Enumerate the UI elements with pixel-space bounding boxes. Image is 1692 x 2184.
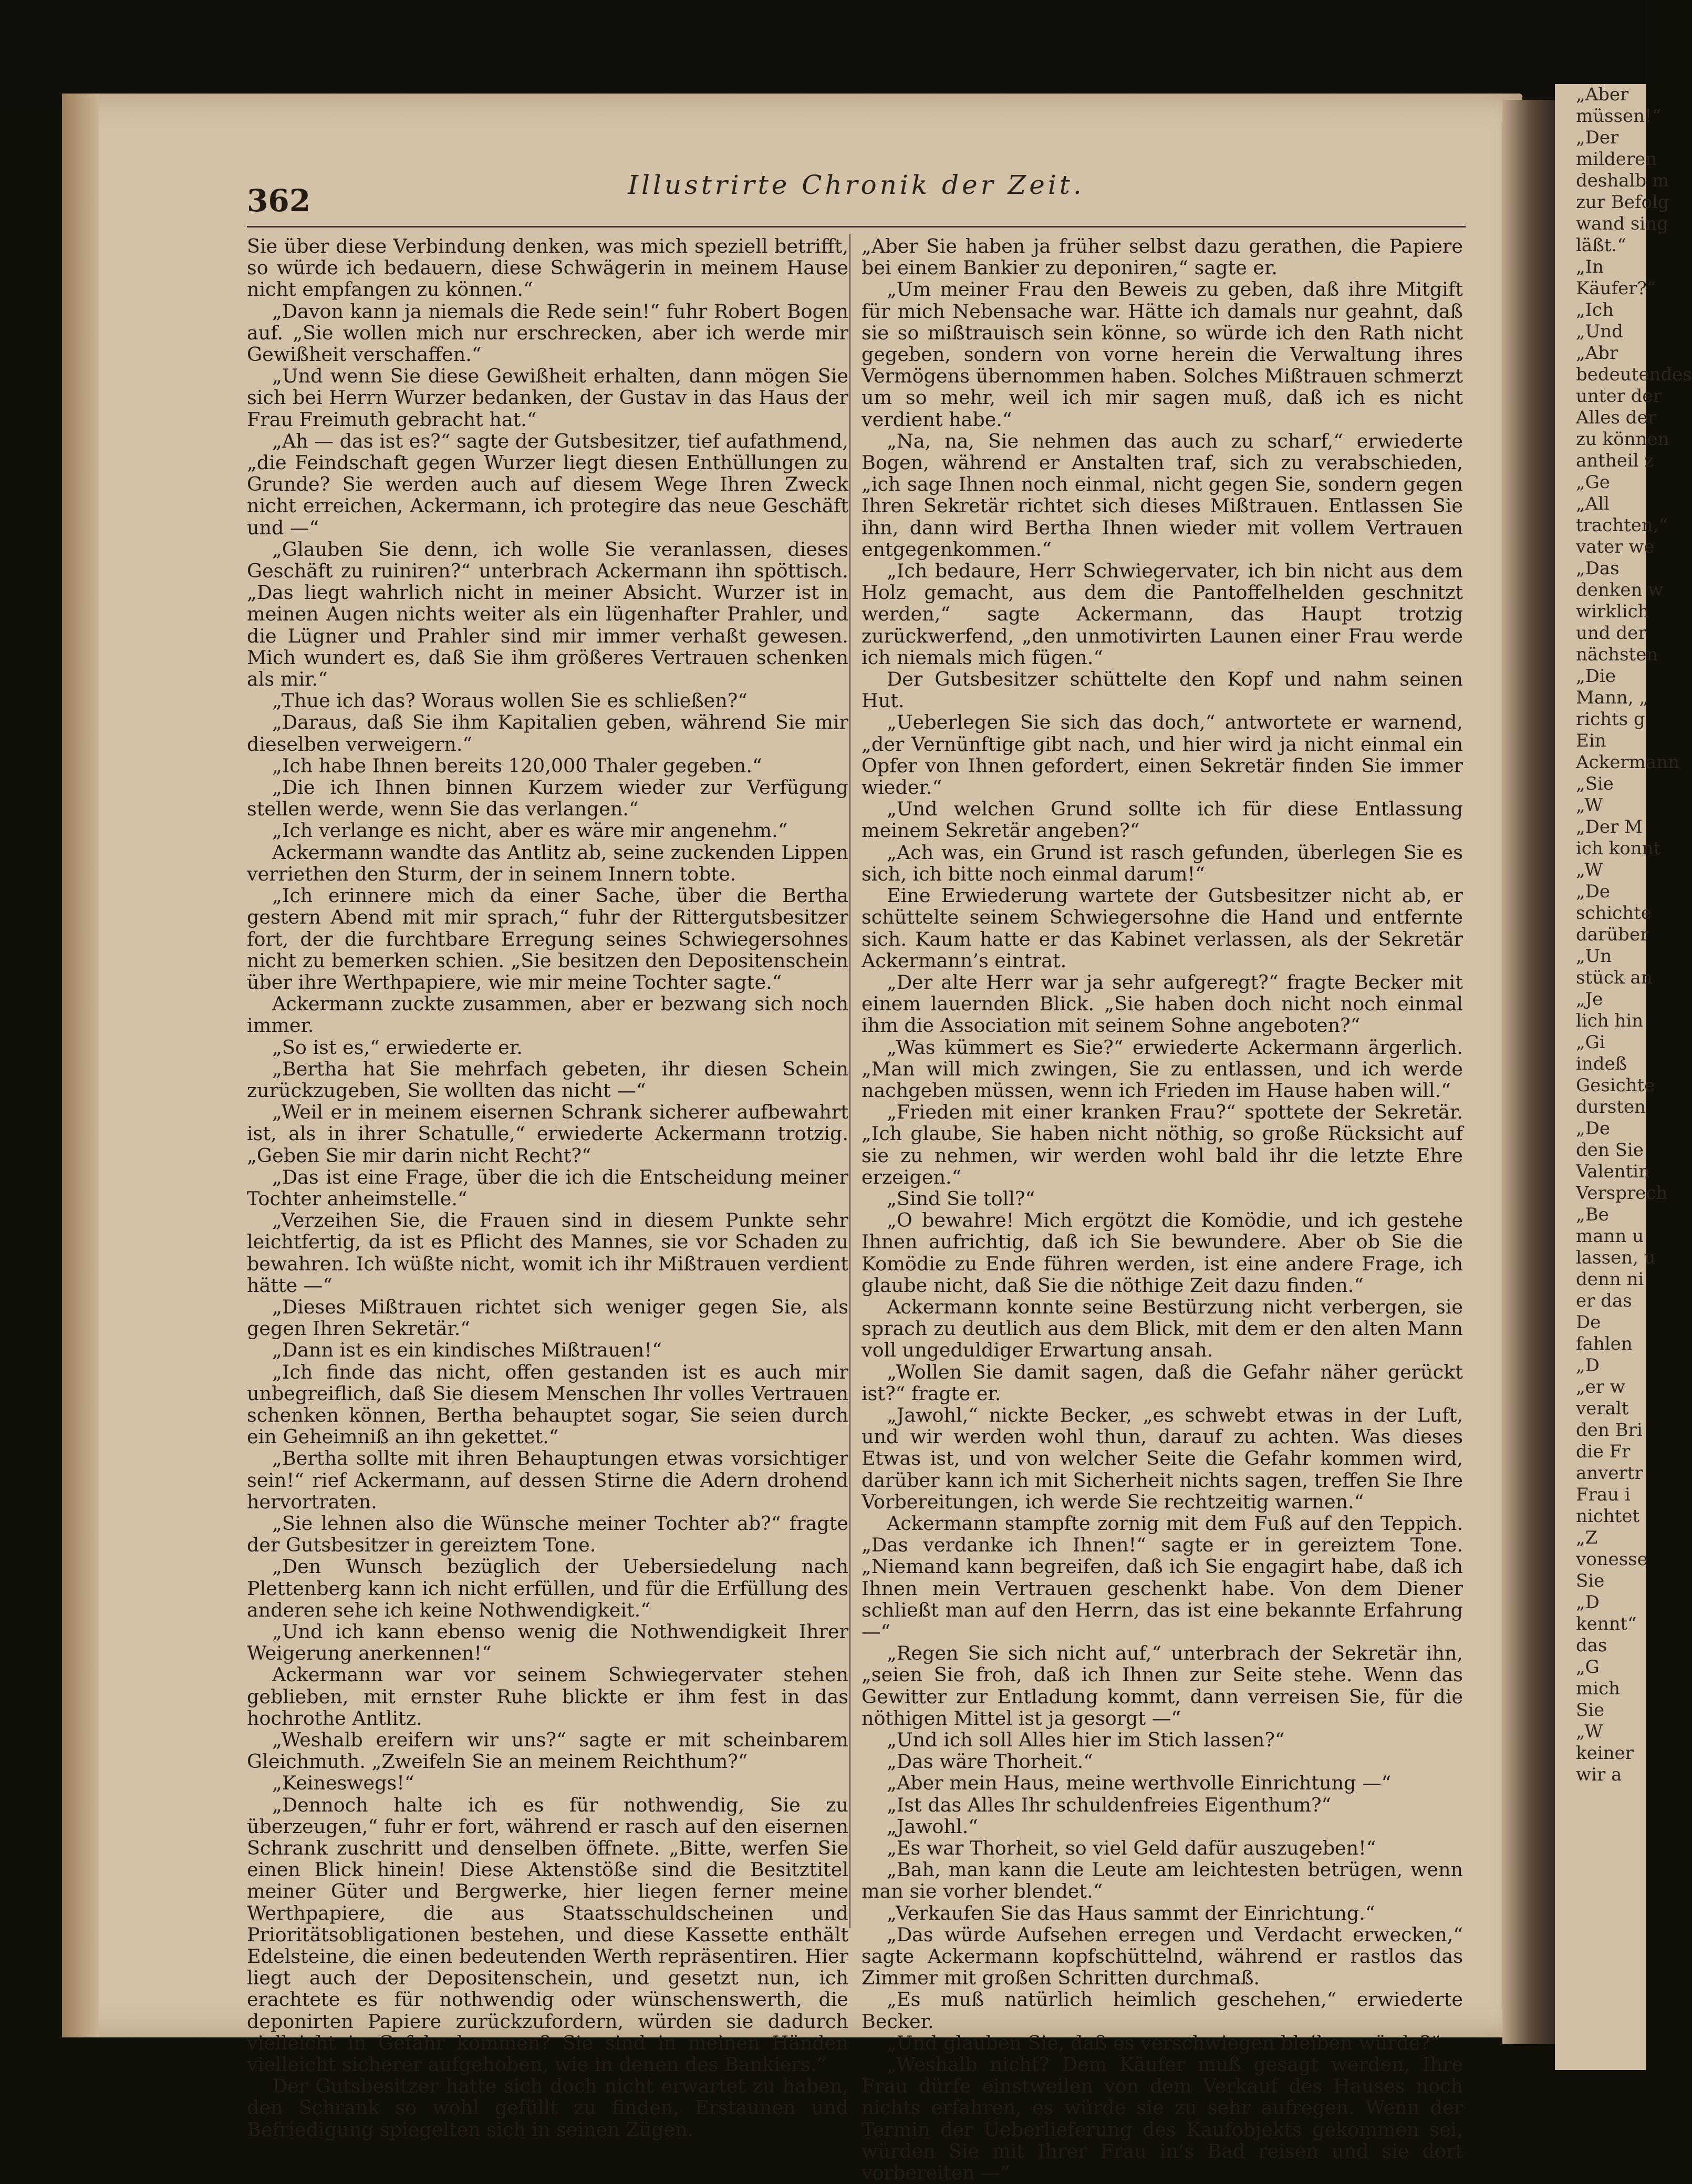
facing-page-line: „Je — [1576, 989, 1603, 1010]
page-edge-shadow — [62, 94, 99, 2037]
paragraph: „Es war Thorheit, so viel Geld dafür auszugeben!“ — [887, 1837, 1376, 1860]
facing-page-line: „D — [1576, 1592, 1600, 1613]
paragraph: Ackermann stampfte zornig mit dem Fuß auf den Teppich. „Das verdanke ich Ihnen!“ sagte er in gereiztem Tone. „Niemand kann begreifen, daß ich Sie engagirt habe, daß ich Ihnen mein Vertrauen geschenkt habe. Von dem Diener schließt man auf den Herrn, das ist eine bekannte Erfahrung —“ — [861, 1512, 1463, 1643]
facing-page-line: Alles der — [1576, 407, 1656, 428]
facing-page-line: Mann, „ — [1576, 687, 1649, 708]
facing-page-line: „Der M — [1576, 816, 1643, 837]
facing-page-line: „Das — [1576, 558, 1620, 579]
paragraph: „Dann ist es ein kindisches Mißtrauen!“ — [272, 1339, 662, 1362]
facing-page-line: wir a — [1576, 1764, 1622, 1785]
facing-page-line: nichtet — [1576, 1506, 1640, 1527]
facing-page-line: darüber — [1576, 924, 1649, 945]
paragraph: „Ich finde das nicht, offen gestanden ist es auch mir unbegreiflich, daß Sie diesem Menschen Ihr volles Vertrauen schenken können, Bertha behauptet sogar, Sie seien durch ein Geheimniß an ihn gekettet.“ — [247, 1360, 848, 1448]
facing-page-line: fahlen — [1576, 1333, 1633, 1354]
paragraph: „Frieden mit einer kranken Frau?“ spottete der Sekretär. „Ich glaube, Sie haben nicht nöthig, so große Rücksicht auf sie zu nehmen, wir werden wohl bald ihr die letzte Ehre erzeigen.“ — [861, 1101, 1463, 1188]
facing-page-line: „Be — [1576, 1204, 1609, 1225]
paragraph: „Um meiner Frau den Beweis zu geben, daß ihre Mitgift für mich Nebensache war. Hätte ich damals nur geahnt, daß sie so mißtrauisch sein könne, so würde ich den Rath nicht gegeben, sondern von vorne herein die Verwaltung ihres Vermögens übernommen haben. Solches Mißtrauen schmerzt um so mehr, weil ich mir sagen muß, daß ich es nicht verdient habe.“ — [861, 278, 1463, 431]
facing-page-line: „Sie — [1576, 773, 1614, 794]
facing-page-line: er das — [1576, 1290, 1632, 1311]
facing-page-line: „Und — [1576, 321, 1623, 342]
facing-page-line: „All — [1576, 493, 1610, 514]
facing-page-line: vater we — [1576, 536, 1655, 557]
facing-page-line: bedeutendes — [1576, 364, 1692, 385]
facing-page-line: „Die — [1576, 666, 1616, 687]
paragraph: „Verzeihen Sie, die Frauen sind in diesem Punkte sehr leichtfertig, da ist es Pflicht des Mannes, sie vor Schaden zu bewahren. Ich wüßte nicht, womit ich ihr Mißtrauen verdient hätte —“ — [247, 1209, 848, 1297]
paragraph: „Und ich kann ebenso wenig die Nothwendigkeit Ihrer Weigerung anerkennen!“ — [247, 1620, 848, 1665]
paragraph: „Regen Sie sich nicht auf,“ unterbrach der Sekretär ihn, „seien Sie froh, daß ich Ihnen zur Seite stehe. Wenn das Gewitter zur Entladung kommt, dann verreisen Sie, für die nöthigen Mittel ist ja gesorgt —“ — [861, 1642, 1463, 1730]
paragraph: Ackermann war vor seinem Schwiegervater stehen geblieben, mit ernster Ruhe blickte er ihm fest in das hochrothe Antlitz. — [247, 1663, 848, 1730]
facing-page-line: De — [1576, 1312, 1601, 1333]
paragraph: „Und welchen Grund sollte ich für diese Entlassung meinem Sekretär angeben?“ — [861, 798, 1463, 842]
facing-page-line: „W — [1576, 1721, 1603, 1742]
facing-page-line: Versprech — [1576, 1183, 1668, 1204]
paragraph: Ackermann wandte das Antlitz ab, seine zuckenden Lippen verriethen den Sturm, der in seinem Innern tobte. — [247, 841, 848, 885]
facing-page-line: „Abr — [1576, 343, 1618, 364]
facing-page-line: unter der — [1576, 386, 1662, 407]
facing-page-line: wand sing — [1576, 213, 1668, 234]
facing-page-line: „Ge — [1576, 472, 1610, 493]
facing-page-line: richts g — [1576, 709, 1645, 730]
paragraph: „Das würde Aufsehen erregen und Verdacht erwecken,“ sagte Ackermann kopfschüttelnd, während er rastlos das Zimmer mit großen Schritten durchmaß. — [861, 1923, 1463, 1990]
facing-page-line: nächsten — [1576, 644, 1658, 665]
paragraph: Eine Erwiederung wartete der Gutsbesitzer nicht ab, er schüttelte seinem Schwiegersohne die Hand und entfernte sich. Kaum hatte er das Kabinet verlassen, als der Sekretär Ackermann’s eintrat. — [861, 884, 1463, 972]
facing-page-line: müssen!“ — [1576, 106, 1662, 127]
facing-page-line: deshalb m — [1576, 170, 1669, 191]
paragraph: „Jawohl,“ nickte Becker, „es schwebt etwas in der Luft, und wir werden wohl thun, darauf zu achten. Was dieses Etwas ist, und von welcher Seite die Gefahr kommen wird, darüber kann ich mit Sicherheit nichts sagen, treffen Sie Ihre Vorbereitungen, ich werde Sie rechtzeitig warnen.“ — [861, 1403, 1463, 1513]
facing-page-line: „In — [1576, 256, 1604, 277]
paragraph: „Thue ich das? Woraus wollen Sie es schließen?“ — [272, 689, 748, 712]
paragraph: Der Gutsbesitzer schüttelte den Kopf und nahm seinen Hut. — [861, 668, 1463, 712]
facing-page-line: dursten — [1576, 1096, 1646, 1117]
facing-page-line: veralt — [1576, 1398, 1629, 1419]
header-rule — [247, 226, 1466, 227]
facing-page-line: kennt“ — [1576, 1613, 1637, 1634]
paragraph: „Weshalb nicht? Dem Käufer muß gesagt werden, Ihre Frau dürfe einstweilen von dem Verkauf des Hauses noch nichts erfahren, es würde sie zu sehr aufregen. Wenn der Termin der Ueberlieferung des Kaufobjekts gekommen sei, würden Sie mit Ihrer Frau in’s Bad reisen und sie dort vorbereiten —“ — [861, 2053, 1463, 2184]
facing-page-line: lassen, u — [1576, 1247, 1656, 1268]
facing-page-line: Frau i — [1576, 1484, 1631, 1505]
paragraph: „Ist das Alles Ihr schuldenfreies Eigenthum?“ — [887, 1793, 1332, 1816]
paragraph: „Verkaufen Sie das Haus sammt der Einrichtung.“ — [887, 1901, 1375, 1924]
paragraph: „Die ich Ihnen binnen Kurzem wieder zur Verfügung stellen werde, wenn Sie das verlangen.“ — [247, 776, 848, 821]
paragraph: „Und wenn Sie diese Gewißheit erhalten, dann mögen Sie sich bei Herrn Wurzer bedanken, der Gustav in das Haus der Frau Freimuth gebracht hat.“ — [247, 365, 848, 431]
facing-page-line: lich hin — [1576, 1010, 1644, 1031]
book-gutter — [1502, 100, 1560, 2044]
facing-page-line: „D — [1576, 1355, 1600, 1376]
facing-page-line: den Bri — [1576, 1420, 1643, 1441]
paragraph: „Ueberlegen Sie sich das doch,“ antwortete er warnend, „der Vernünftige gibt nach, und hier wird ja nicht einmal ein Opfer von Ihnen gefordert, einen Sekretär finden Sie immer wieder.“ — [861, 711, 1463, 799]
paragraph: „Wollen Sie damit sagen, daß die Gefahr näher gerückt ist?“ fragte er. — [861, 1360, 1463, 1405]
text-column-right — [861, 235, 1463, 2184]
facing-page-line: Valentin — [1576, 1161, 1651, 1182]
paragraph: „Aber Sie haben ja früher selbst dazu gerathen, die Papiere bei einem Bankier zu deponiren,“ sagte er. — [861, 235, 1463, 280]
paragraph: „Das wäre Thorheit.“ — [887, 1750, 1093, 1773]
facing-page-line: „G — [1576, 1657, 1600, 1678]
facing-page-line: die Fr — [1576, 1441, 1631, 1462]
column-divider — [849, 234, 850, 1928]
paragraph: „Ich erinnere mich da einer Sache, über die Bertha gestern Abend mit mir sprach,“ fuhr der Rittergutsbesitzer fort, der die furchtbare Erregung seines Schwiegersohnes nicht zu bemerken schien. „Sie besitzen den Depositenschein über ihre Werthpapiere, wie mir meine Tochter sagte.“ — [247, 884, 848, 993]
paragraph: Ackermann zuckte zusammen, aber er bezwang sich noch immer. — [247, 992, 848, 1037]
facing-page-line: Sie — [1576, 1570, 1605, 1591]
facing-page-line: „Aber — [1576, 84, 1629, 105]
facing-page-line: vonesse — [1576, 1549, 1648, 1570]
paragraph: „Aber mein Haus, meine werthvolle Einrichtung —“ — [887, 1772, 1392, 1795]
facing-page-line: läßt.“ — [1576, 235, 1626, 256]
facing-page-line: Ein — [1576, 730, 1606, 751]
paragraph: Sie über diese Verbindung denken, was mich speziell betrifft, so würde ich bedauern, diese Schwägerin in meinem Hause nicht empfangen zu können.“ — [247, 235, 848, 301]
paragraph: „Weil er in meinem eisernen Schrank sicherer aufbewahrt ist, als in ihrer Schatulle,“ erwiederte Ackermann trotzig. „Geben Sie mir darin nicht Recht?“ — [247, 1101, 848, 1167]
paragraph: „Dennoch halte ich es für nothwendig, Sie zu überzeugen,“ fuhr er fort, während er rasch auf den eisernen Schrank zuschritt und denselben öffnete. „Bitte, werfen Sie einen Blick hinein! Diese Aktenstöße sind die Besitztitel meiner Güter und Bergwerke, hier liegen ferner meine Werthpapiere, die aus Staatsschuldscheinen und Prioritätsobligationen bestehen, und diese Kassette enthält Edelsteine, die einen bedeutenden Werth repräsentiren. Hier liegt auch der Depositenschein, und gesetzt nun, ich erachtete es für nothwendig oder wünschenswerth, die deponirten Papiere zurückzufordern, würden sie dadurch vielleicht in Gefahr kommen? Sie sind in meinen Händen vielleicht sicherer aufgehoben, wie in denen des Bankiers.“ — [247, 1793, 848, 2076]
paragraph: Ackermann konnte seine Bestürzung nicht verbergen, sie sprach zu deutlich aus dem Blick, mit dem er den alten Mann voll ungeduldiger Erwartung ansah. — [861, 1295, 1463, 1362]
facing-page-line: schichte — [1576, 903, 1652, 924]
facing-page-line: „Ich — [1576, 299, 1614, 320]
facing-page-line: indeß — [1576, 1053, 1627, 1074]
facing-page-line: zur Befolg — [1576, 192, 1669, 213]
paragraph: „Davon kann ja niemals die Rede sein!“ fuhr Robert Bogen auf. „Sie wollen mich nur erschrecken, aber ich werde mir Gewißheit verschaffen.“ — [247, 299, 848, 366]
facing-page-line: „Gi — [1576, 1032, 1605, 1053]
paragraph: Der Gutsbesitzer hatte sich doch nicht erwartet zu haben, den Schrank so wohl gefüllt zu finden, Erstaunen und Befriedigung spiegelten sich in seinen Zügen. — [247, 2075, 848, 2141]
paragraph: „Der alte Herr war ja sehr aufgeregt?“ fragte Becker mit einem lauernden Blick. „Sie haben doch nicht noch einmal ihm die Association mit seinem Sohne angeboten?“ — [861, 970, 1463, 1037]
paragraph: „Ich bedaure, Herr Schwiegervater, ich bin nicht aus dem Holz gemacht, aus dem die Pantoffelhelden geschnitzt werden,“ sagte Ackermann, das Haupt trotzig zurückwerfend, „den unmotivirten Launen einer Frau werde ich niemals mich fügen.“ — [861, 560, 1463, 669]
paragraph: „Jawohl.“ — [887, 1815, 978, 1838]
page-number: 362 — [247, 183, 311, 219]
facing-page-line: ich konnt — [1576, 838, 1661, 859]
facing-page-line: wirklich — [1576, 601, 1649, 622]
facing-page-line: „De — [1576, 1118, 1610, 1139]
paragraph: „Was kümmert es Sie?“ erwiederte Ackermann ärgerlich. „Man will mich zwingen, Sie zu entlassen, und ich werde nachgeben müssen, wenn ich Frieden im Hause haben will.“ — [861, 1036, 1463, 1102]
facing-page-line: den Sie — [1576, 1140, 1644, 1161]
paragraph: „Ich verlange es nicht, aber es wäre mir angenehm.“ — [272, 819, 788, 842]
facing-page-line: stück an — [1576, 967, 1653, 988]
facing-page-line: antheil z — [1576, 450, 1654, 471]
facing-page-line: „W — [1576, 795, 1603, 816]
paragraph: „Den Wunsch bezüglich der Uebersiedelung nach Plettenberg kann ich nicht erfüllen, und für die Erfüllung des anderen sehe ich keine Nothwendigkeit.“ — [247, 1555, 848, 1621]
facing-page-line: trachten,“ — [1576, 515, 1668, 536]
facing-page-line: mann u — [1576, 1226, 1644, 1247]
facing-page-line: anvertr — [1576, 1463, 1643, 1484]
paragraph: „Glauben Sie denn, ich wolle Sie veranlassen, dieses Geschäft zu ruiniren?“ unterbrach Ackermann ihn spöttisch. „Das liegt wahrlich nicht in meiner Absicht. Wurzer ist in meinen Augen nichts weiter als ein lügenhafter Prahler, und die Lügner und Prahler sind mir immer verhaßt gewesen. Mich wundert es, daß Sie ihm größeres Vertrauen schenken als mir.“ — [247, 537, 848, 691]
facing-page-line: denken w — [1576, 579, 1664, 601]
text-column-left — [247, 235, 848, 2141]
paragraph: „Bertha sollte mit ihren Behauptungen etwas vorsichtiger sein!“ rief Ackermann, auf dessen Stirne die Adern drohend hervortraten. — [247, 1447, 848, 1513]
facing-page-line: Gesichte — [1576, 1075, 1655, 1096]
facing-page-fragment — [1555, 84, 1692, 2070]
facing-page-line: zu können — [1576, 429, 1669, 450]
facing-page-line: „er w — [1576, 1376, 1625, 1398]
facing-page-line: „W — [1576, 860, 1603, 881]
paragraph: „Bertha hat Sie mehrfach gebeten, ihr diesen Schein zurückzugeben, Sie wollten das nicht —“ — [247, 1057, 848, 1102]
paragraph: „O bewahre! Mich ergötzt die Komödie, und ich gestehe Ihnen aufrichtig, daß ich Sie bewundere. Aber ob Sie die Komödie zu Ende führen werden, ist eine andere Frage, ich glaube nicht, daß Sie die nöthige Zeit dazu finden.“ — [861, 1209, 1463, 1297]
facing-page-line: denn ni — [1576, 1269, 1644, 1290]
paragraph: „Und ich soll Alles hier im Stich lassen?“ — [887, 1728, 1285, 1752]
facing-page-line: „Un — [1576, 946, 1612, 967]
paragraph: „Ah — das ist es?“ sagte der Gutsbesitzer, tief aufathmend, „die Feindschaft gegen Wurzer liegt diesen Enthüllungen zu Grunde? Sie werden auch auf diesem Wege Ihren Zweck nicht erreichen, Ackermann, ich protegire das neue Geschäft und —“ — [247, 429, 848, 539]
facing-page-line: „Z — [1576, 1527, 1598, 1548]
paragraph: „Na, na, Sie nehmen das auch zu scharf,“ erwiederte Bogen, während er Anstalten traf, sich zu verabschieden, „ich sage Ihnen noch einmal, nicht gegen Sie, sondern gegen Ihren Sekretär richtet sich dieses Mißtrauen. Entlassen Sie ihn, dann wird Bertha Ihnen wieder mit vollem Vertrauen entgegenkommen.“ — [861, 429, 1463, 561]
facing-page-line: Ackermann — [1576, 752, 1679, 773]
facing-page-line: Käufer?“ — [1576, 278, 1656, 299]
facing-page-line: milderen — [1576, 149, 1657, 170]
paragraph: „Das ist eine Frage, über die ich die Entscheidung meiner Tochter anheimstelle.“ — [247, 1165, 848, 1210]
facing-page-line: und der — [1576, 623, 1647, 644]
paragraph: „Dieses Mißtrauen richtet sich weniger gegen Sie, als gegen Ihren Sekretär.“ — [247, 1295, 848, 1340]
facing-page-line: Sie — [1576, 1700, 1605, 1721]
running-title: Illustrirte Chronik der Zeit. — [628, 170, 1085, 200]
paragraph: „Daraus, daß Sie ihm Kapitalien geben, während Sie mir dieselben verweigern.“ — [247, 711, 848, 755]
facing-page-line: „Der — [1576, 127, 1619, 148]
paragraph: „Keineswegs!“ — [272, 1772, 414, 1795]
paragraph: „Weshalb ereifern wir uns?“ sagte er mit scheinbarem Gleichmuth. „Zweifeln Sie an meinem Reichthum?“ — [247, 1728, 848, 1773]
paragraph: „So ist es,“ erwiederte er. — [272, 1036, 523, 1059]
facing-page-line: keiner — [1576, 1743, 1634, 1764]
facing-page-line: „De — [1576, 881, 1610, 902]
paragraph: „Bah, man kann die Leute am leichtesten betrügen, wenn man sie vorher blendet.“ — [861, 1858, 1463, 1903]
paragraph: „Ach was, ein Grund ist rasch gefunden, überlegen Sie es sich, ich bitte noch einmal darum!“ — [861, 841, 1463, 885]
paragraph: „Es muß natürlich heimlich geschehen,“ erwiederte Becker. — [861, 1988, 1463, 2033]
facing-page-line: mich — [1576, 1678, 1621, 1699]
paragraph: „Sind Sie toll?“ — [887, 1187, 1035, 1210]
facing-page-line: das — [1576, 1635, 1607, 1656]
paragraph: „Sie lehnen also die Wünsche meiner Tochter ab?“ fragte der Gutsbesitzer in gereiztem Tone. — [247, 1512, 848, 1557]
paragraph: „Und glauben Sie, daß es verschwiegen bleiben würde?“ — [887, 2031, 1440, 2054]
dark-background — [0, 0, 1646, 105]
paragraph: „Ich habe Ihnen bereits 120,000 Thaler gegeben.“ — [272, 754, 762, 777]
